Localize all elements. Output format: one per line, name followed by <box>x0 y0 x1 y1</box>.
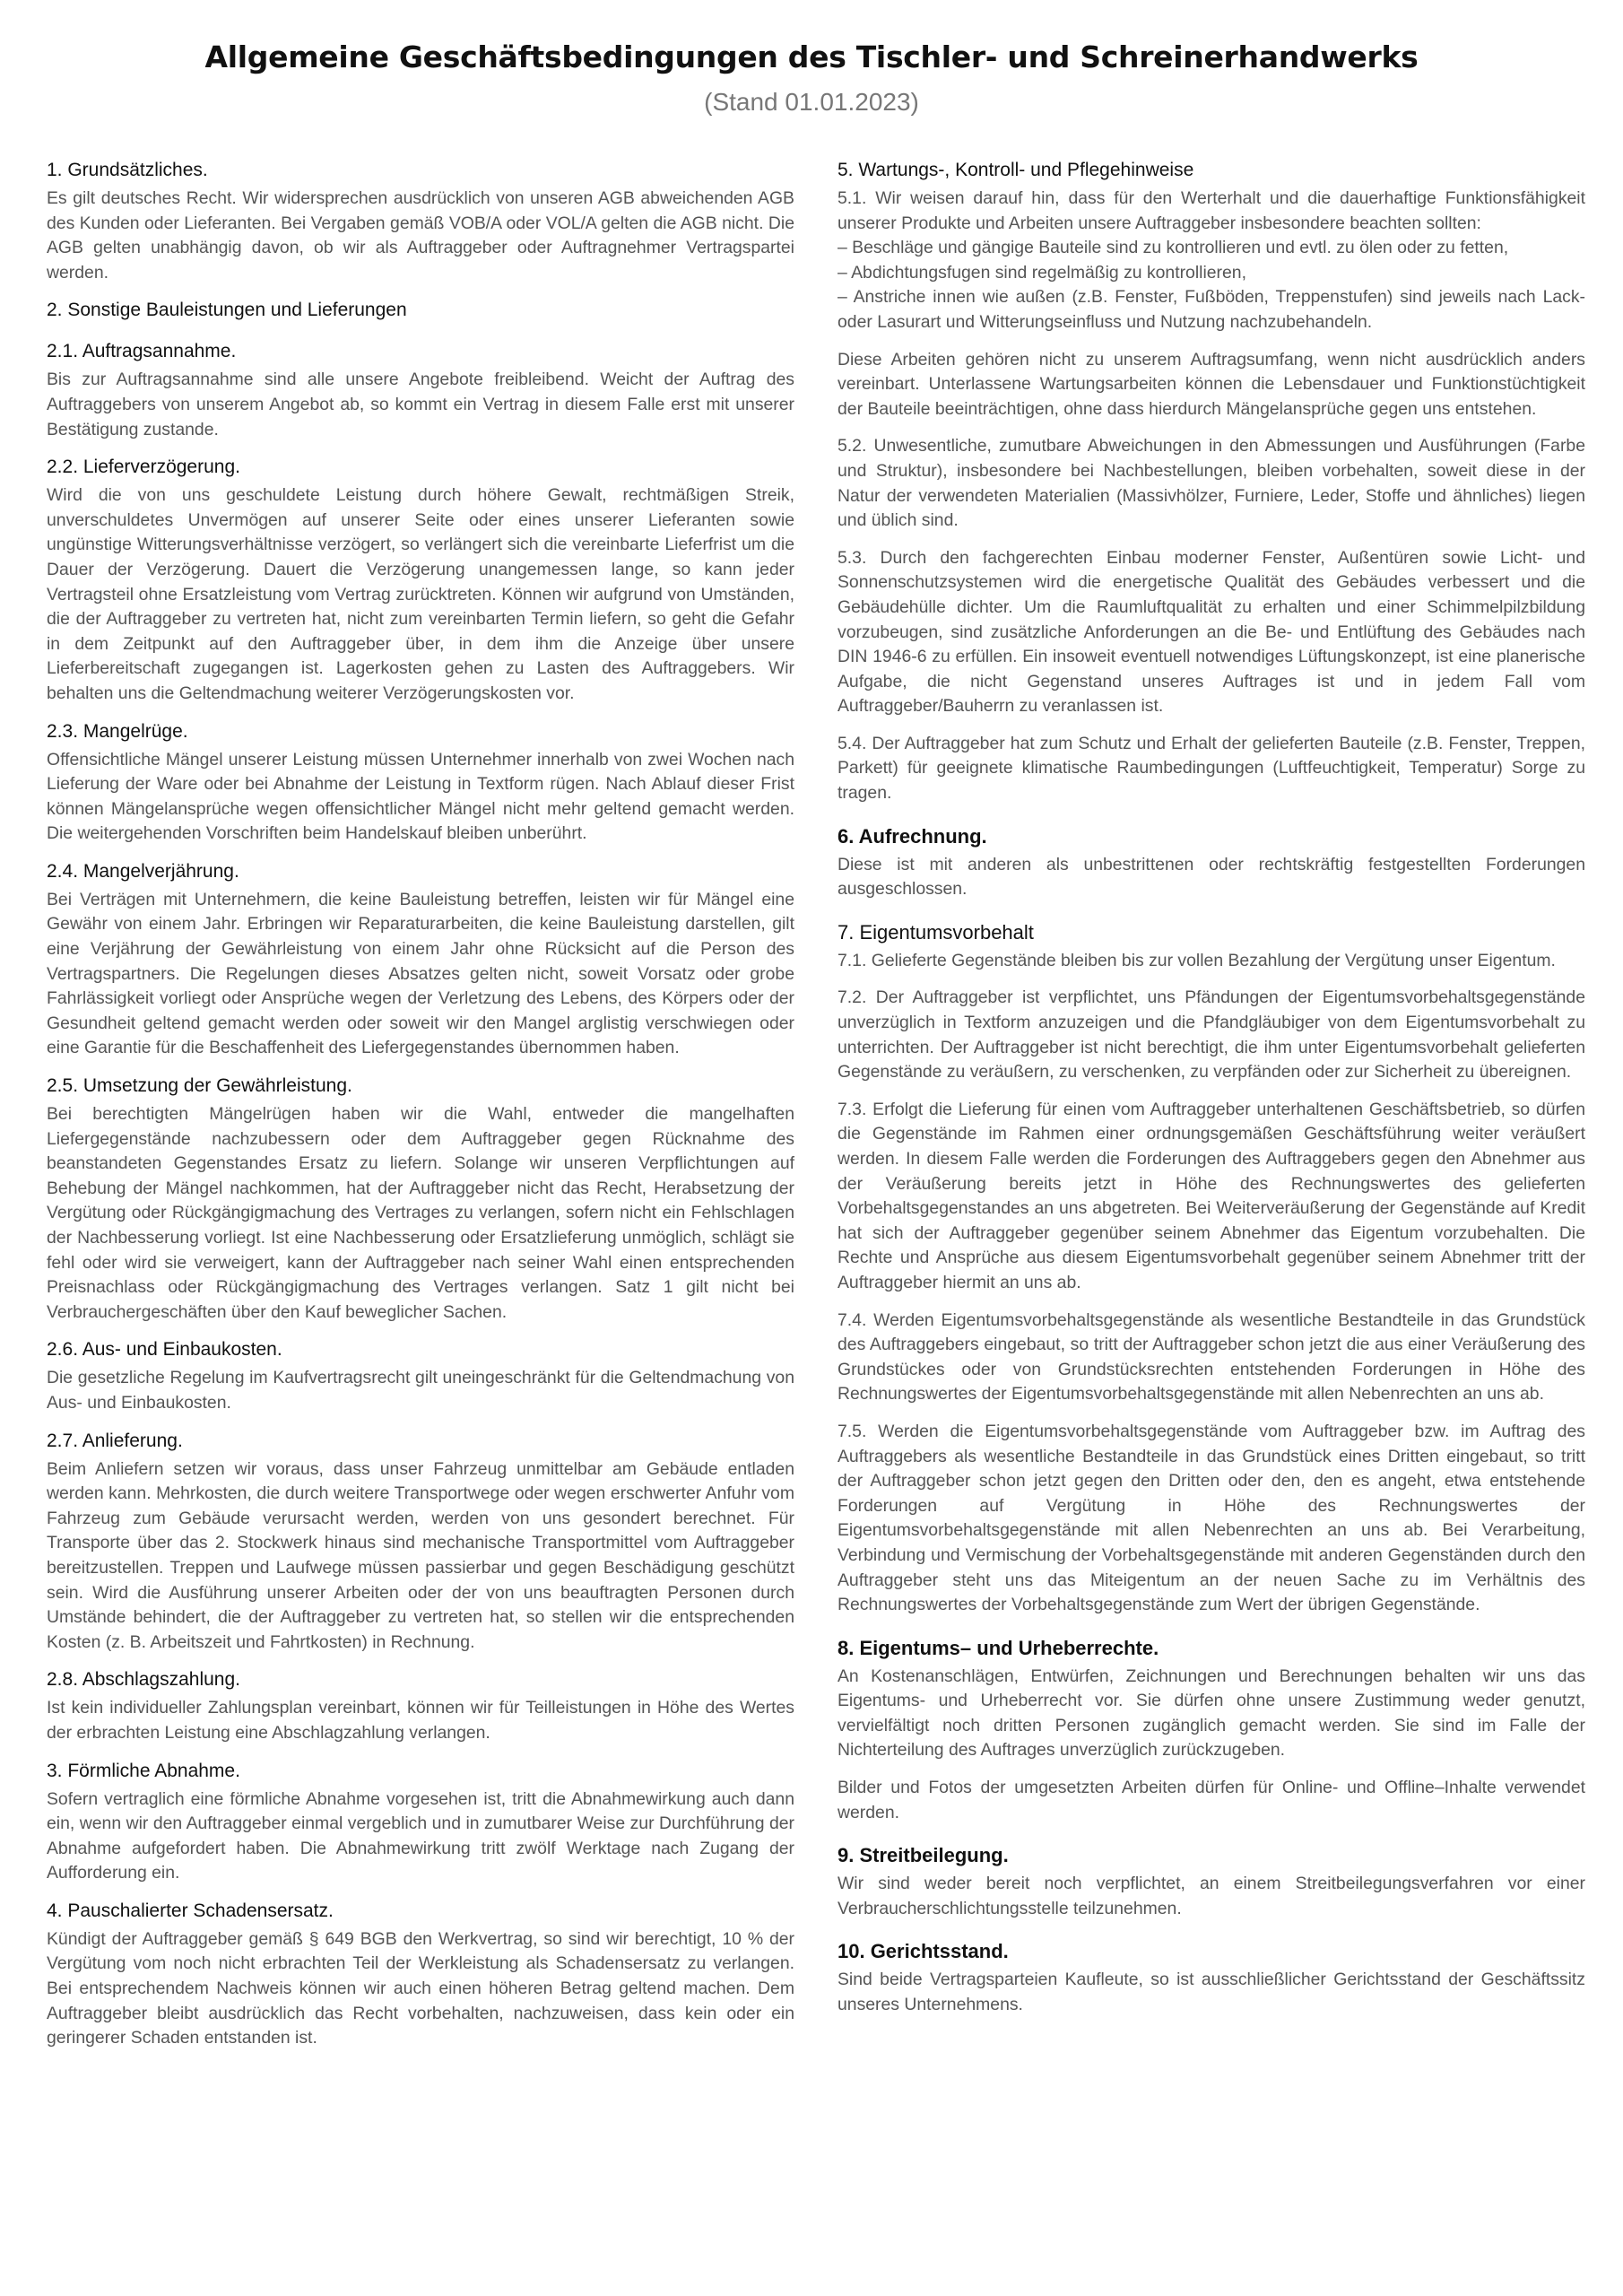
section-text: 7.4. Werden Eigentumsvorbehaltsgegenstände als wesentliche Bestandteile in das Grundstück des Auftraggebers eingebaut, so tritt der Auftraggeber schon jetzt die aus einer Veräußerung des Grundstückes oder von Grundstücksrechten entstehenden Forderungen in Höhe des Rechnungswertes der Eigentumsvorbehaltsgegenstände mit allen Nebenrechten an uns ab. <box>838 1309 1585 1405</box>
section-text: 5.2. Unwesentliche, zumutbare Abweichungen in den Abmessungen und Ausführungen (Farbe und Struktur), insbesondere bei Nachbestellungen, bleiben vorbehalten, soweit diese in der Natur der verwendeten Materialien (Massivhölzer, Furniere, Leder, Stoffe und ähnliches) liegen und üblich sind. <box>838 436 1585 531</box>
section-text: Bei berechtigten Mängelrügen haben wir die Wahl, entweder die mangelhaften Liefergegenstände nachzubessern oder dem Auftraggeber gegen Rücknahme des beanstandeten Gegenstandes Ersatz zu liefern. Solange wir unseren Verpflichtungen auf Behebung der Mängel nachkommen, hat der Auftraggeber nicht das Recht, Herabsetzung der Vergütung oder Rückgängigmachung des Vertrages zu verlangen, sofern nicht ein Fehlschlagen der Nachbesserung vorliegt. Ist eine Nachbesserung oder Ersatzlieferung unmöglich, schlägt sie fehl oder wird sie verweigert, kann der Auftraggeber nach seiner Wahl einen entsprechenden Preisnachlass oder Rückgängigmachung des Vertrages verlangen. Satz 1 gilt nicht bei Verbrauchergeschäften über den Kauf beweglicher Sachen. <box>47 1104 794 1322</box>
section-heading: 6. Aufrechnung. <box>838 824 987 848</box>
section-2-1 <box>47 339 794 442</box>
section-2 <box>47 298 794 323</box>
section-2-7 <box>47 1429 794 1656</box>
section-text: 7.2. Der Auftraggeber ist verpflichtet, uns Pfändungen der Eigentumsvorbehaltsgegenstände unverzüglich in Textform anzuzeigen und die Pfandgläubiger von dem Eigentumsvorbehalt zu unterrichten. Der Auftraggeber ist nicht berechtigt, die ihm unter Eigentumsvorbehalt gelieferten Gegenstände zu veräußern, zu verschenken, zu verpfänden oder zur Sicherheit zu übereignen. <box>838 987 1585 1083</box>
section-text: Wir sind weder bereit noch verpflichtet, an einem Streitbeilegungsverfahren vor einer Verbraucherschlichtungsstelle teilzunehmen. <box>838 1874 1585 1918</box>
section-2-8 <box>47 1667 794 1745</box>
section-10 <box>838 1939 1585 2017</box>
section-2-6 <box>47 1337 794 1415</box>
section-text: Bei Verträgen mit Unternehmern, die keine Bauleistung betreffen, leisten wir für Mängel eine Gewähr von einem Jahr. Erbringen wir Reparaturarbeiten, die keine Bauleistung darstellen, gilt eine Verjährung der Gewährleistung von einem Jahr ohne Rücksicht auf die Person des Vertragspartners. Die Regelungen dieses Absatzes gelten nicht, soweit Vorsatz oder grobe Fahrlässigkeit vorliegt oder Ansprüche wegen der Verletzung des Lebens, des Körpers oder der Gesundheit geltend gemacht werden oder soweit wir den Mangel arglistig verschwiegen oder eine Garantie für die Beschaffenheit des Liefergegenstandes übernommen haben. <box>47 889 794 1058</box>
section-5 <box>838 158 1585 806</box>
section-3 <box>47 1759 794 1886</box>
section-1 <box>47 158 794 285</box>
section-text: Es gilt deutsches Recht. Wir widersprechen ausdrücklich von unseren AGB abweichenden AGB des Kunden oder Lieferanten. Bei Vergaben gemäß VOB/A oder VOL/A gelten die AGB nicht. Die AGB gelten unabhängig davon, ob wir als Auftraggeber oder Auftragnehmer Vertragspartei werden. <box>47 188 794 283</box>
section-heading: 3. Förmliche Abnahme. <box>47 1760 240 1781</box>
section-heading: 2.5. Umsetzung der Gewährleistung. <box>47 1075 352 1097</box>
section-2-5 <box>47 1074 794 1325</box>
section-2-4 <box>47 859 794 1061</box>
document-subtitle: (Stand 01.01.2023) <box>704 88 919 116</box>
section-2-3 <box>47 719 794 847</box>
list-item: – Beschläge und gängige Bauteile sind zu kontrollieren und evtl. zu ölen oder zu fetten, <box>838 238 1509 258</box>
section-heading: 4. Pauschalierter Schadensersatz. <box>47 1900 334 1921</box>
section-heading: 2. Sonstige Bauleistungen und Lieferungen <box>47 300 407 321</box>
section-text: Wird die von uns geschuldete Leistung durch höhere Gewalt, rechtmäßigen Streik, unverschuldetes Unvermögen auf unserer Seite oder eines unserer Lieferanten sowie ungünstige Witterungsverhältnisse verzögert, so verlängert sich die vereinbarte Lieferfrist um die Dauer der Verzögerung. Dauert die Verzögerung unangemessen lange, so kann jeder Vertragsteil ohne Ersatzleistung vom Vertrag zurücktreten. Können wir aufgrund von Umständen, die der Auftraggeber zu vertreten hat, nicht zum vereinbarten Termin liefern, so geht die Gefahr in dem Zeitpunkt auf den Auftraggeber über, in dem ihm die Anzeige über unsere Lieferbereitschaft zugegangen ist. Lagerkosten gehen zu Lasten des Auftraggebers. Wir behalten uns die Geltendmachung weiterer Verzögerungskosten vor. <box>47 485 794 703</box>
left-column <box>47 158 794 2051</box>
list-item: – Anstriche innen wie außen (z.B. Fenster, Fußböden, Treppenstufen) sind jeweils nach Lack- oder Lasurart und Witterungseinfluss und Nutzung nachzubehandeln. <box>838 287 1585 332</box>
section-2-2 <box>47 455 794 706</box>
right-column <box>838 158 1585 2018</box>
section-text: Diese ist mit anderen als unbestrittenen oder rechtskräftig festgestellten Forderungen ausgeschlossen. <box>838 854 1585 900</box>
section-heading: 10. Gerichtsstand. <box>838 1940 1009 1963</box>
section-text: 5.1. Wir weisen darauf hin, dass für den Werterhalt und die dauerhaftige Funktionsfähigkeit unserer Produkte und Arbeiten unsere Auftraggeber insbesondere beachten sollten: <box>838 188 1585 233</box>
section-heading: 2.2. Lieferverzögerung. <box>47 457 240 478</box>
section-text: 7.3. Erfolgt die Lieferung für einen vom Auftraggeber unterhaltenen Geschäftsbetrieb, so dürfen die Gegenstände im Rahmen einer ordnungsgemäßen Geschäftsführung weiter veräußert werden. In diesem Falle werden die Forderungen des Auftraggebers gegen den Abnehmer aus der Veräußerung bereits jetzt in Höhe des Rechnungswertes des gelieferten Vorbehaltsgegenstandes an uns abgetreten. Bei Weiterveräußerung der Gegenstände auf Kredit hat sich der Auftraggeber gegenüber seinem Abnehmer das Eigentum vorzubehalten. Die Rechte und Ansprüche aus diesem Eigentumsvorbehalt gegenüber seinem Abnehmer tritt der Auftraggeber hiermit an uns ab. <box>838 1099 1585 1292</box>
section-text: 5.3. Durch den fachgerechten Einbau moderner Fenster, Außentüren sowie Licht- und Sonnenschutzsystemen wird die energetische Qualität des Gebäudes verbessert und die Gebäudehülle dichter. Um die Raumluftqualität zu erhalten und einer Schimmelpilzbildung vorzubeugen, sind zusätzliche Anforderungen an die Be- und Entlüftung des Gebäudes nach DIN 1946-6 zu erfüllen. Ein insoweit eventuell notwendiges Lüftungskonzept, ist eine planerische Aufgabe, die nicht Gegenstand unseres Auftrages ist und in jedem Fall vom Auftraggeber/Bauherrn zu veranlassen ist. <box>838 547 1585 717</box>
section-4 <box>47 1899 794 2051</box>
document-title: Allgemeine Geschäftsbedingungen des Tischler- und Schreinerhandwerks <box>204 39 1419 74</box>
section-text: Bilder und Fotos der umgesetzten Arbeiten dürfen für Online- und Offline–Inhalte verwendet werden. <box>838 1778 1585 1822</box>
section-text: 7.5. Werden die Eigentumsvorbehaltsgegenstände vom Auftraggeber bzw. im Auftrag des Auftraggebers als wesentliche Bestandteile in das Grundstück eines Dritten eingebaut, so tritt der Auftraggeber schon jetzt gegen den Dritten oder den, den es angeht, etwa entstehende Forderungen auf Vergütung in Höhe des Rechnungswertes der Eigentumsvorbehaltsgegenstände mit allen Nebenrechten an uns ab. Bei Verarbeitung, Verbindung und Vermischung der Vorbehaltsgegenstände mit anderen Gegenständen durch den Auftraggeber steht uns das Miteigentum an der neuen Sache zu im Verhältnis des Rechnungswertes der Vorbehaltsgegenstände zum Wert der übrigen Gegenstände. <box>838 1421 1585 1615</box>
section-text: Bis zur Auftragsannahme sind alle unsere Angebote freibleibend. Weicht der Auftrag des Auftraggebers von unserem Angebot ab, so kommt ein Vertrag in diesem Falle erst mit unserer Bestätigung zustande. <box>47 370 794 439</box>
section-text: Sind beide Vertragsparteien Kaufleute, so ist ausschließlicher Gerichtsstand der Geschäftssitz unseres Unternehmens. <box>838 1970 1585 2015</box>
section-heading: 1. Grundsätzliches. <box>47 160 208 180</box>
section-heading: 2.3. Mangelrüge. <box>47 720 188 742</box>
section-text: Beim Anliefern setzen wir voraus, dass unser Fahrzeug unmittelbar am Gebäude entladen werden kann. Mehrkosten, die durch weitere Transportwege oder wegen erschwerter Anfuhr vom Fahrzeug zum Gebäude verursacht werden, werden von uns gesondert berechnet. Für Transporte über das 2. Stockwerk hinaus sind mechanische Transportmittel vom Auftraggeber bereitzustellen. Treppen und Laufwege müssen passierbar und gegen Beschädigung geschützt sein. Wird die Ausführung unserer Arbeiten oder der von uns beauftragten Personen durch Umstände behindert, die der Auftraggeber zu vertreten hat, so stellen wir die entsprechenden Kosten (z. B. Arbeitszeit und Fahrtkosten) in Rechnung. <box>47 1458 794 1652</box>
list-item: – Abdichtungsfugen sind regelmäßig zu kontrollieren, <box>838 262 1246 283</box>
section-heading: 8. Eigentums– und Urheberrechte. <box>838 1636 1159 1659</box>
section-text: Offensichtliche Mängel unserer Leistung müssen Unternehmer innerhalb von zwei Wochen nach Lieferung der Ware oder bei Abnahme der Leistung in Textform rügen. Nach Ablauf dieser Frist können Mängelansprüche wegen offensichtlicher Mängel nicht mehr geltend gemacht werden. Die weitergehenden Vorschriften beim Handelskauf bleiben unberührt. <box>47 749 794 844</box>
section-heading: 2.4. Mangelverjährung. <box>47 860 239 882</box>
section-heading: 7. Eigentumsvorbehalt <box>838 920 1034 944</box>
section-heading: 9. Streitbeilegung. <box>838 1844 1009 1867</box>
section-heading: 2.6. Aus- und Einbaukosten. <box>47 1339 282 1361</box>
section-text: Sofern vertraglich eine förmliche Abnahme vorgesehen ist, tritt die Abnahmewirkung auch dann ein, wenn wir den Auftraggeber einmal vergeblich und in zumutbarer Weise zur Durchführung der Abnahme aufgefordert haben. Die Abnahmewirkung tritt zwölf Werktage nach Zugang der Aufforderung ein. <box>47 1788 794 1883</box>
section-6 <box>838 824 1585 902</box>
section-text: Diese Arbeiten gehören nicht zu unserem Auftragsumfang, wenn nicht ausdrücklich anders vereinbart. Unterlassene Wartungsarbeiten können die Lebensdauer und Funktionstüchtigkeit der Bauteile beeinträchtigen, ohne dass hierdurch Mängelansprüche gegen uns entstehen. <box>838 349 1585 419</box>
section-heading: 5. Wartungs-, Kontroll- und Pflegehinweise <box>838 160 1194 180</box>
section-text: Kündigt der Auftraggeber gemäß § 649 BGB den Werkvertrag, so sind wir berechtigt, 10 % der Vergütung vom noch nicht erbrachten Teil der Werkleistung als Schadensersatz zu verlangen. Bei entsprechendem Nachweis können wir auch einen höheren Betrag geltend machen. Dem Auftraggeber bleibt ausdrücklich das Recht vorbehalten, nachzuweisen, dass kein oder ein geringerer Schaden entstanden ist. <box>47 1928 794 2048</box>
section-text: 5.4. Der Auftraggeber hat zum Schutz und Erhalt der gelieferten Bauteile (z.B. Fenster, Treppen, Parkett) für geeignete klimatische Raumbedingungen (Luftfeuchtigkeit, Temperatur) Sorge zu tragen. <box>838 733 1585 804</box>
section-9 <box>838 1843 1585 1921</box>
section-text: Die gesetzliche Regelung im Kaufvertragsrecht gilt uneingeschränkt für die Geltendmachung von Aus- und Einbaukosten. <box>47 1368 794 1413</box>
section-8 <box>838 1636 1585 1826</box>
section-heading: 2.1. Auftragsannahme. <box>47 341 237 362</box>
section-text: 7.1. Gelieferte Gegenstände bleiben bis zur vollen Bezahlung der Vergütung unser Eigentum. <box>838 950 1556 970</box>
section-heading: 2.8. Abschlagszahlung. <box>47 1669 240 1691</box>
section-7 <box>838 920 1585 1618</box>
section-text: An Kostenanschlägen, Entwürfen, Zeichnungen und Berechnungen behalten wir uns das Eigentums- und Urheberrecht vor. Sie dürfen ohne unsere Zustimmung weder genutzt, vervielfältigt noch dritten Personen zugänglich gemacht werden. Sie sind im Falle der Nichterteilung des Auftrages unverzüglich zurückzugeben. <box>838 1665 1585 1761</box>
section-heading: 2.7. Anlieferung. <box>47 1430 183 1451</box>
section-text: Ist kein individueller Zahlungsplan vereinbart, können wir für Teilleistungen in Höhe des Wertes der erbrachten Leistung eine Abschlagzahlung verlangen. <box>47 1698 794 1743</box>
